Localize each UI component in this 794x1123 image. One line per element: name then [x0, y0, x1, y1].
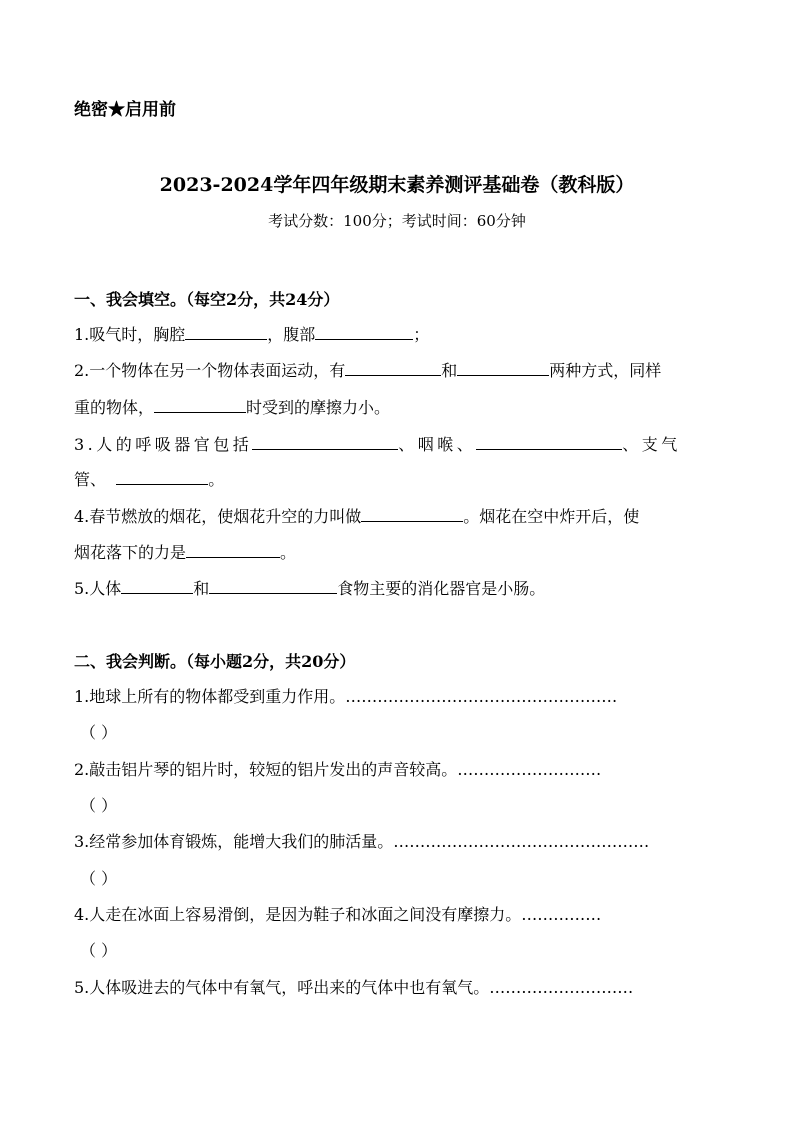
judge-item-1: 1.地球上所有的物体都受到重力作用。…………………………………………… [74, 687, 618, 706]
leader-dots: ……………………… [457, 760, 602, 779]
leader-dots: ………………………………………… [393, 832, 650, 851]
judge-item-5: 5.人体吸进去的气体中有氧气，呼出来的气体中也有氧气。……………………… [74, 978, 634, 997]
leader-dots: ……………………… [489, 978, 634, 997]
answer-paren[interactable]: （ ） [80, 796, 118, 815]
leader-dots: …………… [521, 905, 602, 924]
answer-paren[interactable]: （ ） [80, 941, 118, 960]
secret-mark: 绝密★启用前 [74, 100, 176, 120]
judge-item-2: 2.敲击铝片琴的铝片时，较短的铝片发出的声音较高。……………………… [74, 760, 602, 779]
section1-heading: 一、我会填空。（每空2分，共24分） [74, 290, 340, 309]
question-1-2: 2.一个物体在另一个物体表面运动，有 和 两种方式，同样 [74, 358, 661, 381]
answer-paren[interactable]: （ ） [80, 869, 118, 888]
answer-blank[interactable] [252, 432, 398, 450]
question-1-4-cont: 烟花落下的力是 。 [74, 540, 296, 563]
answer-blank[interactable] [116, 467, 208, 485]
answer-blank[interactable] [315, 322, 413, 340]
judge-item-4: 4.人走在冰面上容易滑倒，是因为鞋子和冰面之间没有摩擦力。…………… [74, 905, 602, 924]
answer-blank[interactable] [457, 358, 549, 376]
section2-heading: 二、我会判断。（每小题2分，共20分） [74, 652, 356, 671]
question-1-2-cont: 重的物体， 时受到的摩擦力小。 [74, 395, 390, 418]
question-1-3-cont: 管、 。 [74, 467, 224, 490]
answer-blank[interactable] [185, 322, 267, 340]
exam-subtitle: 考试分数：100分；考试时间：60分钟 [268, 212, 526, 230]
answer-blank[interactable] [345, 358, 441, 376]
leader-dots: …………………………………………… [345, 687, 618, 706]
answer-blank[interactable] [186, 540, 280, 558]
question-1-3: 3.人的呼吸器官包括 、咽喉、 、支气 [74, 432, 681, 455]
exam-title: 2023-2024学年四年级期末素养测评基础卷（教科版） [159, 174, 635, 196]
question-1-5: 5.人体 和 食物主要的消化器官是小肠。 [74, 576, 545, 599]
answer-paren[interactable]: （ ） [80, 723, 118, 742]
answer-blank[interactable] [154, 395, 246, 413]
answer-blank[interactable] [209, 576, 337, 594]
answer-blank[interactable] [121, 576, 193, 594]
judge-item-3: 3.经常参加体育锻炼，能增大我们的肺活量。………………………………………… [74, 832, 650, 851]
answer-blank[interactable] [361, 504, 463, 522]
question-1-4: 4.春节燃放的烟花，使烟花升空的力叫做 。烟花在空中炸开后，使 [74, 504, 639, 527]
answer-blank[interactable] [476, 432, 622, 450]
question-1-1: 1.吸气时，胸腔 ，腹部 ； [74, 322, 429, 345]
